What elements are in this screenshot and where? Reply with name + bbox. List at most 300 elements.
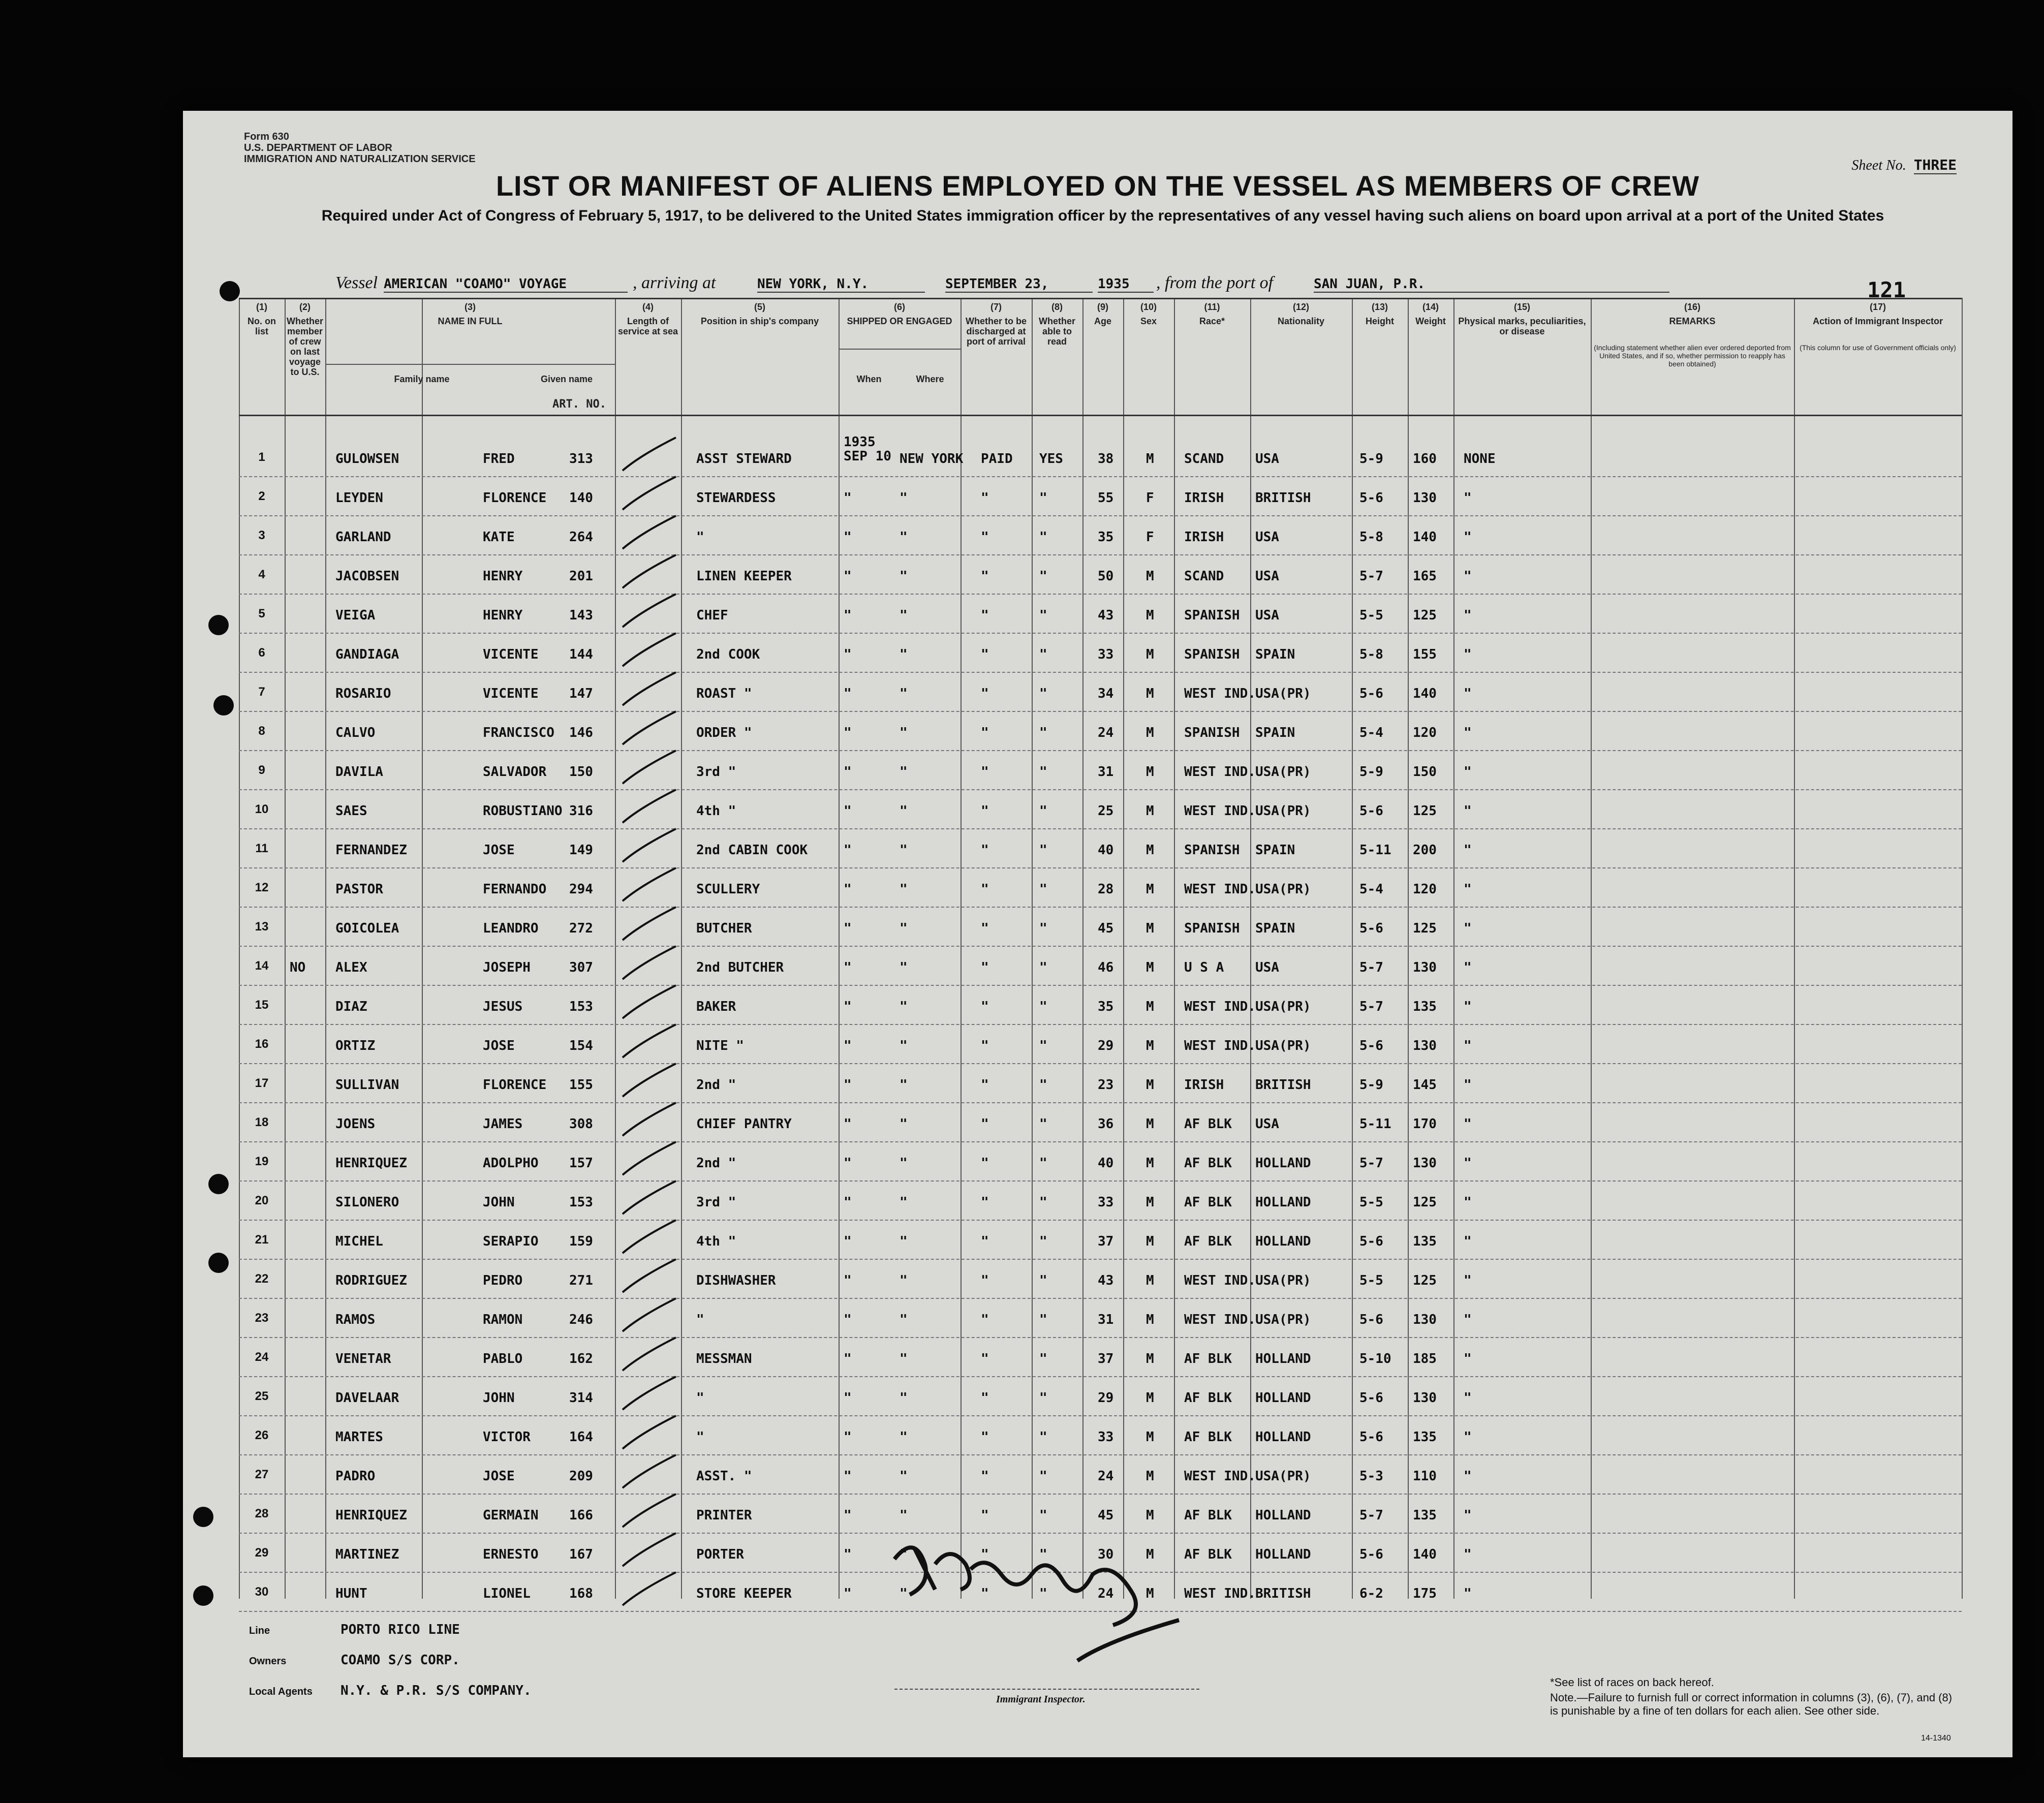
subheader-art_no: ART. NO. [552, 398, 606, 411]
discharged: " [981, 999, 989, 1014]
weight: 150 [1413, 764, 1437, 780]
position: STEWARDESS [696, 490, 776, 506]
able-to-read: " [1039, 1547, 1047, 1562]
service-check-mark [620, 1139, 681, 1180]
table-row [239, 1144, 1962, 1184]
physical-marks: " [1464, 882, 1472, 897]
position: BUTCHER [696, 921, 752, 936]
able-to-read: " [1039, 1586, 1047, 1601]
given-name: JESUS [483, 999, 523, 1014]
shipped-where: " [900, 1586, 908, 1601]
footer [239, 1605, 1967, 1747]
family-name: JOENS [335, 1116, 376, 1132]
row-number: 27 [255, 1468, 269, 1481]
physical-marks: " [1464, 999, 1472, 1014]
discharged: " [981, 1195, 989, 1210]
physical-marks: " [1464, 843, 1472, 858]
able-to-read: " [1039, 1234, 1047, 1249]
age: 33 [1098, 647, 1114, 662]
family-name: CALVO [335, 725, 376, 740]
height: 5-5 [1359, 608, 1383, 623]
physical-marks: " [1464, 1547, 1472, 1562]
given-name: HENRY [483, 569, 523, 584]
table-row [239, 1457, 1962, 1497]
age: 40 [1098, 1156, 1114, 1171]
position: SCULLERY [696, 882, 760, 897]
weight: 130 [1413, 1390, 1437, 1406]
family-name: DAVELAAR [335, 1390, 399, 1406]
given-name: JOSEPH [483, 960, 531, 975]
nationality: USA [1255, 608, 1279, 623]
art-number: 168 [569, 1586, 593, 1601]
page-subtitle: Required under Act of Congress of February 5, 1917, to be delivered to the United States immigration officer by the representatives of any vessel having such aliens on board upon arrival at a port of the United States [321, 207, 1884, 224]
shipped-where: " [900, 764, 908, 780]
height: 5-6 [1359, 1429, 1383, 1445]
race: SPANISH [1184, 725, 1240, 740]
sex: M [1146, 1116, 1154, 1132]
shipped-where: " [900, 843, 908, 858]
shipped-when: " [844, 882, 852, 897]
sex: M [1146, 803, 1154, 819]
height: 5-9 [1359, 451, 1383, 467]
race: WEST IND. [1184, 803, 1256, 819]
department-name: U.S. DEPARTMENT OF LABOR [244, 142, 392, 153]
punch-hole [213, 695, 234, 716]
shipped-when: " [844, 999, 852, 1014]
table-row [239, 792, 1962, 831]
weight: 125 [1413, 1273, 1437, 1288]
able-to-read: " [1039, 764, 1047, 780]
family-name: MARTINEZ [335, 1547, 399, 1562]
page-title: LIST OR MANIFEST OF ALIENS EMPLOYED ON THE VESSEL AS MEMBERS OF CREW [495, 170, 1700, 202]
row-number: 9 [258, 763, 265, 777]
column-header-c5: Position in ship's company [700, 316, 819, 326]
family-name: ROSARIO [335, 686, 391, 701]
row-number: 8 [258, 724, 265, 738]
sex: M [1146, 1429, 1154, 1445]
shipped-when: " [844, 1273, 852, 1288]
shipped-when: " [844, 1038, 852, 1053]
shipped-where: " [900, 1508, 908, 1523]
family-name: RAMOS [335, 1312, 376, 1327]
weight: 110 [1413, 1469, 1437, 1484]
family-name: HENRIQUEZ [335, 1508, 407, 1523]
sex: M [1146, 569, 1154, 584]
column-number-c9: (9) [1097, 302, 1108, 312]
owners-label: Owners [249, 1656, 287, 1667]
physical-marks: " [1464, 921, 1472, 936]
table-row [239, 1262, 1962, 1301]
table-row [239, 434, 1962, 479]
weight: 140 [1413, 1547, 1437, 1562]
height: 5-4 [1359, 882, 1383, 897]
discharged: " [981, 1156, 989, 1171]
race: SPANISH [1184, 843, 1240, 858]
discharged: " [981, 1077, 989, 1093]
family-name: HUNT [335, 1586, 367, 1601]
races-note: *See list of races on back hereof. [1550, 1676, 1714, 1689]
agents-label: Local Agents [249, 1686, 313, 1697]
given-name: JOHN [483, 1195, 515, 1210]
shipped-where: " [900, 490, 908, 506]
column-number-c13: (13) [1371, 302, 1388, 312]
age: 50 [1098, 569, 1114, 584]
able-to-read: " [1039, 1273, 1047, 1288]
nationality: USA(PR) [1255, 803, 1311, 819]
shipped-when: " [844, 1508, 852, 1523]
able-to-read: " [1039, 803, 1047, 819]
sex: M [1146, 1195, 1154, 1210]
position: 4th " [696, 1234, 736, 1249]
art-number: 271 [569, 1273, 593, 1288]
family-name: LEYDEN [335, 490, 383, 506]
row-number: 2 [258, 489, 265, 503]
discharged: " [981, 1273, 989, 1288]
sex: M [1146, 921, 1154, 936]
age: 30 [1098, 1547, 1114, 1562]
table-row [239, 479, 1962, 518]
art-number: 272 [569, 921, 593, 936]
from-port: SAN JUAN, P.R. [1314, 276, 1669, 293]
row-rule [239, 476, 1962, 477]
physical-marks: " [1464, 1077, 1472, 1093]
family-name: SILONERO [335, 1195, 399, 1210]
art-number: 246 [569, 1312, 593, 1327]
sex: F [1146, 530, 1154, 545]
physical-marks: " [1464, 764, 1472, 780]
table-row [239, 1066, 1962, 1105]
physical-marks: " [1464, 1038, 1472, 1053]
height: 5-8 [1359, 647, 1383, 662]
row-number: 17 [255, 1076, 269, 1090]
weight: 125 [1413, 921, 1437, 936]
weight: 165 [1413, 569, 1437, 584]
physical-marks: " [1464, 725, 1472, 740]
shipped-when: " [844, 647, 852, 662]
height: 5-7 [1359, 999, 1383, 1014]
position: 3rd " [696, 764, 736, 780]
column-number-c12: (12) [1292, 302, 1309, 312]
position: LINEN KEEPER [696, 569, 792, 584]
weight: 140 [1413, 530, 1437, 545]
shipped-when: " [844, 1547, 852, 1562]
line-value: PORTO RICO LINE [340, 1622, 460, 1637]
race: IRISH [1184, 530, 1224, 545]
discharged: " [981, 1508, 989, 1523]
physical-marks: " [1464, 1429, 1472, 1445]
height: 5-11 [1359, 1116, 1391, 1132]
shipped-when: " [844, 1312, 852, 1327]
sex: M [1146, 999, 1154, 1014]
art-number: 313 [569, 451, 593, 467]
discharged: " [981, 1234, 989, 1249]
physical-marks: " [1464, 1195, 1472, 1210]
discharged: PAID [981, 451, 1013, 467]
discharged: " [981, 1351, 989, 1366]
shipped-when: " [844, 1351, 852, 1366]
art-number: 154 [569, 1038, 593, 1053]
able-to-read: " [1039, 1038, 1047, 1053]
shipped-when: " [844, 960, 852, 975]
weight: 135 [1413, 999, 1437, 1014]
column-header-c10: Sex [1140, 316, 1157, 326]
shipped-where: " [900, 882, 908, 897]
agents-value: N.Y. & P.R. S/S COMPANY. [340, 1683, 532, 1698]
age: 37 [1098, 1234, 1114, 1249]
column-number-c10: (10) [1140, 302, 1157, 312]
age: 45 [1098, 921, 1114, 936]
able-to-read: YES [1039, 451, 1063, 467]
subheader-c3b: Given name [540, 374, 593, 384]
vessel-label: Vessel [335, 273, 378, 292]
art-number: 150 [569, 764, 593, 780]
age: 29 [1098, 1038, 1114, 1053]
height: 5-3 [1359, 1469, 1383, 1484]
row-rule [239, 1494, 1962, 1495]
age: 33 [1098, 1429, 1114, 1445]
row-rule [239, 1102, 1962, 1103]
race: AF BLK [1184, 1195, 1232, 1210]
service-check-mark [620, 1452, 681, 1493]
discharged: " [981, 530, 989, 545]
vessel-name: AMERICAN "COAMO" VOYAGE [384, 276, 628, 293]
age: 33 [1098, 1195, 1114, 1210]
row-number: 24 [255, 1350, 269, 1364]
column-header-c16: REMARKS [1669, 316, 1716, 326]
able-to-read: " [1039, 960, 1047, 975]
arriving-port: NEW YORK, N.Y. [757, 276, 925, 293]
service-check-mark [620, 592, 681, 632]
given-name: PEDRO [483, 1273, 523, 1288]
family-name: SULLIVAN [335, 1077, 399, 1093]
name-subheader-rule [325, 364, 615, 365]
given-name: HENRY [483, 608, 523, 623]
shipped-where: " [900, 1469, 908, 1484]
physical-marks: " [1464, 530, 1472, 545]
nationality: HOLLAND [1255, 1508, 1311, 1523]
column-number-c8: (8) [1051, 302, 1063, 312]
row-rule [239, 985, 1962, 986]
column-header-c12: Nationality [1277, 316, 1324, 326]
table-row [239, 1223, 1962, 1262]
able-to-read: " [1039, 882, 1047, 897]
age: 23 [1098, 1077, 1114, 1093]
given-name: FERNANDO [483, 882, 547, 897]
row-number: 7 [258, 685, 265, 699]
column-header-c9: Age [1094, 316, 1111, 326]
row-rule [239, 515, 1962, 516]
able-to-read: " [1039, 686, 1047, 701]
service-check-mark [620, 1491, 681, 1532]
nationality: USA(PR) [1255, 686, 1311, 701]
shipped-when: " [844, 1156, 852, 1171]
race: AF BLK [1184, 1429, 1232, 1445]
able-to-read: " [1039, 1429, 1047, 1445]
nationality: HOLLAND [1255, 1547, 1311, 1562]
family-name: ORTIZ [335, 1038, 376, 1053]
family-name: VENETAR [335, 1351, 391, 1366]
art-number: 307 [569, 960, 593, 975]
shipped-when: " [844, 1234, 852, 1249]
race: SPANISH [1184, 921, 1240, 936]
column-number-c2: (2) [299, 302, 311, 312]
row-number: 25 [255, 1389, 269, 1403]
subheader-c6a: When [856, 374, 882, 384]
art-number: 308 [569, 1116, 593, 1132]
row-number: 22 [255, 1272, 269, 1286]
discharged: " [981, 1116, 989, 1132]
discharged: " [981, 764, 989, 780]
weight: 200 [1413, 843, 1437, 858]
table-row [239, 1340, 1962, 1379]
row-rule [239, 672, 1962, 673]
service-check-mark [620, 709, 681, 750]
nationality: HOLLAND [1255, 1234, 1311, 1249]
given-name: JOHN [483, 1390, 515, 1406]
physical-marks: " [1464, 1351, 1472, 1366]
shipped-where: " [900, 1390, 908, 1406]
given-name: VICENTE [483, 647, 539, 662]
column-header-c7: Whether to be discharged at port of arrival [966, 316, 1027, 347]
position: 2nd BUTCHER [696, 960, 784, 975]
position: CHIEF PANTRY [696, 1116, 792, 1132]
able-to-read: " [1039, 1195, 1047, 1210]
row-number: 29 [255, 1546, 269, 1560]
shipped-where: " [900, 960, 908, 975]
row-rule [239, 633, 1962, 634]
column-number-c7: (7) [990, 302, 1002, 312]
given-name: JOSE [483, 1469, 515, 1484]
shipped-where: " [900, 921, 908, 936]
family-name: GANDIAGA [335, 647, 399, 662]
race: U S A [1184, 960, 1224, 975]
nationality: HOLLAND [1255, 1351, 1311, 1366]
column-header-c15: Physical marks, peculiarities, or disease [1458, 316, 1586, 336]
able-to-read: " [1039, 569, 1047, 584]
service-check-mark [620, 1022, 681, 1063]
crew-table [239, 298, 1962, 1599]
sex: M [1146, 843, 1154, 858]
inspector-signature [874, 1529, 1230, 1691]
sex: M [1146, 1273, 1154, 1288]
physical-marks: " [1464, 1273, 1472, 1288]
shipped-where: " [900, 647, 908, 662]
physical-marks: " [1464, 1508, 1472, 1523]
shipped-where: NEW YORK [900, 451, 964, 467]
age: 36 [1098, 1116, 1114, 1132]
art-number: 294 [569, 882, 593, 897]
height: 5-5 [1359, 1195, 1383, 1210]
weight: 135 [1413, 1429, 1437, 1445]
discharged: " [981, 843, 989, 858]
punch-hole [208, 1253, 229, 1273]
art-number: 159 [569, 1234, 593, 1249]
physical-marks: NONE [1464, 451, 1496, 467]
row-number: 23 [255, 1311, 269, 1325]
row-number: 6 [258, 646, 265, 660]
subheader-c3a: Family name [394, 374, 450, 384]
discharged: " [981, 1469, 989, 1484]
family-name: PASTOR [335, 882, 383, 897]
race: WEST IND. [1184, 686, 1256, 701]
race: SCAND [1184, 569, 1224, 584]
punch-hole [193, 1586, 213, 1606]
sex: M [1146, 1077, 1154, 1093]
page-number: 121 [1867, 277, 1906, 302]
column-header-c17: Action of Immigrant Inspector [1812, 316, 1943, 326]
column-header-c13: Height [1366, 316, 1394, 326]
nationality: USA(PR) [1255, 999, 1311, 1014]
sex: M [1146, 1390, 1154, 1406]
service-check-mark [620, 474, 681, 515]
inspector-label: Immigrant Inspector. [996, 1694, 1086, 1705]
weight: 185 [1413, 1351, 1437, 1366]
weight: 130 [1413, 490, 1437, 506]
height: 5-6 [1359, 921, 1383, 936]
race: SPANISH [1184, 647, 1240, 662]
weight: 175 [1413, 1586, 1437, 1601]
row-rule [239, 1454, 1962, 1455]
shipped-where: " [900, 608, 908, 623]
able-to-read: " [1039, 999, 1047, 1014]
age: 24 [1098, 1469, 1114, 1484]
physical-marks: " [1464, 1469, 1472, 1484]
service-check-mark [620, 865, 681, 906]
shipped-when: " [844, 1429, 852, 1445]
shipped-when: " [844, 608, 852, 623]
subheader-c6b: Where [916, 374, 944, 384]
weight: 155 [1413, 647, 1437, 662]
sex: M [1146, 1038, 1154, 1053]
table-row [239, 675, 1962, 714]
row-rule [239, 1024, 1962, 1025]
age: 35 [1098, 530, 1114, 545]
discharged: " [981, 686, 989, 701]
physical-marks: " [1464, 1312, 1472, 1327]
physical-marks: " [1464, 1116, 1472, 1132]
punch-hole [208, 615, 229, 635]
weight: 170 [1413, 1116, 1437, 1132]
shipped-when: " [844, 490, 852, 506]
age: 31 [1098, 1312, 1114, 1327]
given-name: PABLO [483, 1351, 523, 1366]
family-name: GOICOLEA [335, 921, 399, 936]
position: 3rd " [696, 1195, 736, 1210]
age: 25 [1098, 803, 1114, 819]
discharged: " [981, 960, 989, 975]
from-port-label: , from the port of [1156, 273, 1274, 292]
nationality: USA [1255, 569, 1279, 584]
art-number: 314 [569, 1390, 593, 1406]
discharged: " [981, 1312, 989, 1327]
service-check-mark [620, 1570, 681, 1610]
column-number-c5: (5) [754, 302, 765, 312]
physical-marks: " [1464, 1390, 1472, 1406]
subheader-c17b: (This column for use of Government officials only) [1800, 344, 1956, 352]
punch-hole [208, 1174, 229, 1194]
family-name: MICHEL [335, 1234, 383, 1249]
line-label: Line [249, 1625, 270, 1636]
given-name: FRANCISCO [483, 725, 554, 740]
nationality: SPAIN [1255, 843, 1295, 858]
physical-marks: " [1464, 490, 1472, 506]
row-number: 14 [255, 959, 269, 973]
family-name: DAVILA [335, 764, 383, 780]
shipped-where: " [900, 999, 908, 1014]
able-to-read: " [1039, 608, 1047, 623]
shipped-when: 1935 SEP 10 [844, 434, 891, 464]
row-rule [239, 1220, 1962, 1221]
